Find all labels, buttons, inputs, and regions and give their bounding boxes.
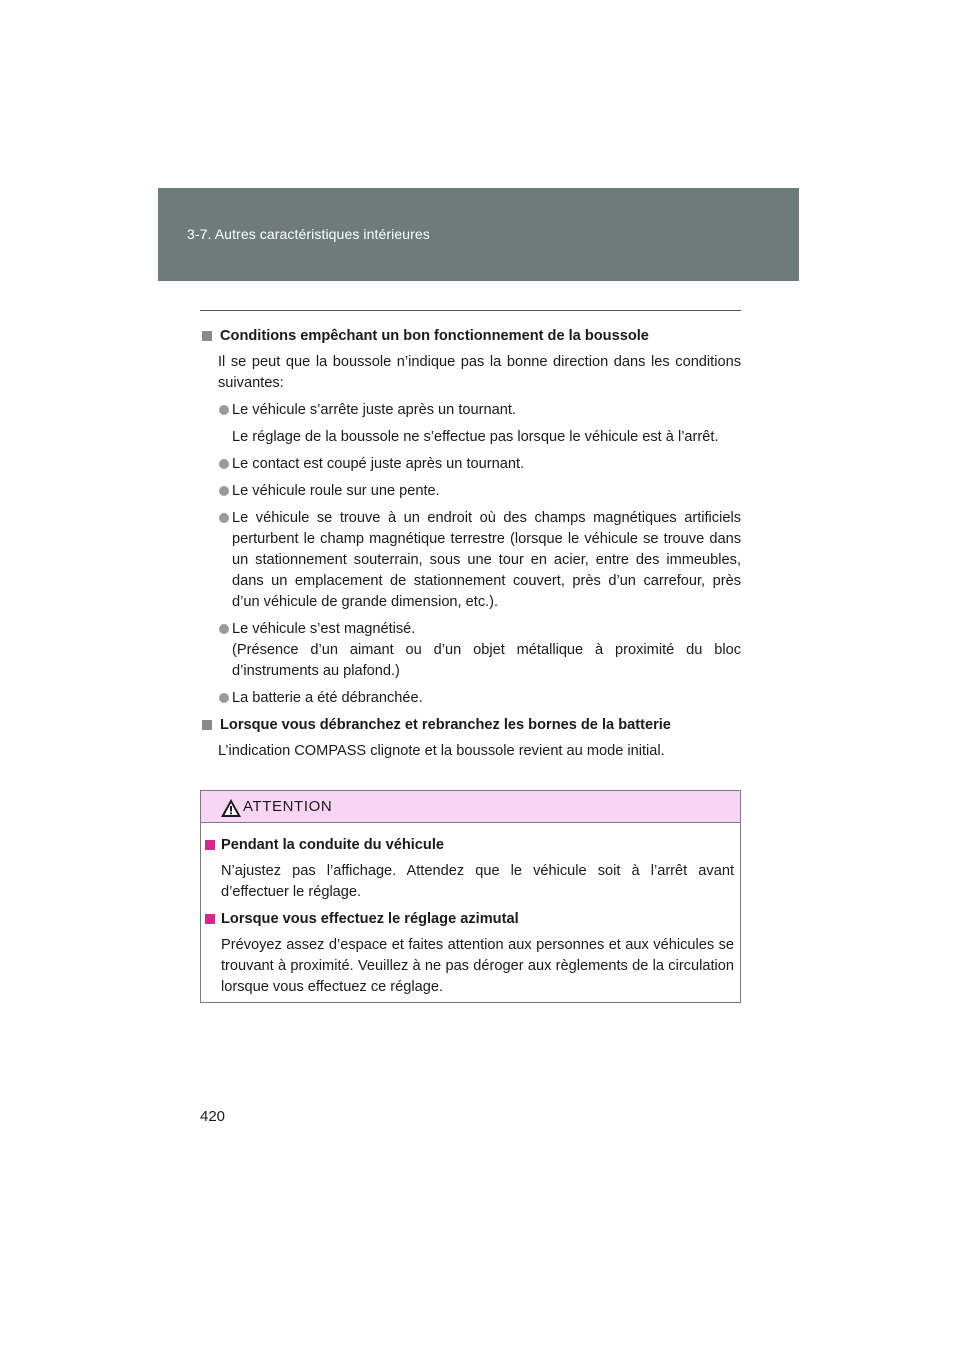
main-content [200,326,741,768]
heading-text: Lorsque vous débranchez et rebranchez les bornes de la batterie [220,717,671,733]
circle-bullet-icon [219,624,229,634]
paragraph: L’indication COMPASS clignote et la boussole revient au mode initial. [218,743,665,759]
attention-title: ATTENTION [243,798,333,815]
list-item [200,688,741,709]
paragraph: Il se peut que la boussole n’indique pas la bonne direction dans les conditions suivantes: [218,354,741,391]
attention-body [201,823,740,998]
attention-box [200,790,741,1003]
list-item-text: La batterie a été débranchée. [232,690,423,706]
circle-bullet-icon [219,693,229,703]
list-item-text: Le véhicule se trouve à un endroit où des champs magnétiques artificiels perturbent le champ magnétique terrestre (lorsque le véhicule se trouve dans un stationnement souterrain, sous une tour en acier, entre des immeubles, dans un emplacement de stationnement couvert, près d’un carrefour, près d’un véhicule de grande dimension, etc.). [232,510,741,610]
list-item-text: Le véhicule roule sur une pente. [232,483,440,499]
list-item-text: Le véhicule s’est magnétisé. [232,621,416,637]
circle-bullet-icon [219,405,229,415]
warning-triangle-icon [220,798,242,818]
attention-header [201,791,740,823]
list-item [200,619,741,682]
circle-bullet-icon [219,513,229,523]
list-item [200,508,741,613]
heading-text: Lorsque vous effectuez le réglage azimutal [221,911,519,927]
square-bullet-icon [202,720,212,730]
square-bullet-icon [205,840,215,850]
list-item [200,481,741,502]
divider-rule [200,310,741,311]
list-item-text: Le véhicule s’arrête juste après un tournant. [232,402,516,418]
heading-text: Pendant la conduite du véhicule [221,837,444,853]
list-item [200,454,741,475]
circle-bullet-icon [219,486,229,496]
page-number: 420 [200,1108,226,1125]
attention-item-text: Prévoyez assez d’espace et faites attention aux personnes et aux véhicules se trouvant à proximité. Veuillez à ne pas déroger aux règlements de la circulation lorsque vous effectuez ce réglage. [221,937,734,995]
list-item-text: Le contact est coupé juste après un tournant. [232,456,525,472]
list-item-note: Le réglage de la boussole ne s’effectue pas lorsque le véhicule est à l’arrêt. [232,429,719,445]
list-item [200,400,741,421]
attention-item-heading [203,835,734,856]
attention-item-heading [203,909,734,930]
attention-item-text: N’ajustez pas l’affichage. Attendez que le véhicule soit à l’arrêt avant d’effectuer le réglage. [221,863,734,900]
section-heading [200,715,741,736]
section-heading [200,326,741,347]
square-bullet-icon [202,331,212,341]
circle-bullet-icon [219,459,229,469]
list-item-note: (Présence d’un aimant ou d’un objet métallique à proximité du bloc d’instruments au plafond.) [232,642,741,679]
square-bullet-icon [205,914,215,924]
section-title: 3-7. Autres caractéristiques intérieures [187,226,430,242]
heading-text: Conditions empêchant un bon fonctionnement de la boussole [220,328,649,344]
